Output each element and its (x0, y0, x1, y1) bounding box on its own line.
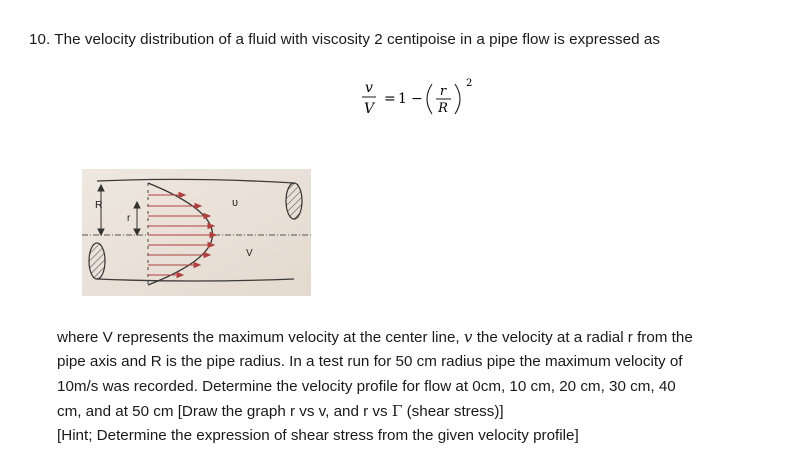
problem-body (57, 325, 787, 448)
body-line-4: cm, and at 50 cm [Draw the graph r vs v, and r vs Γ (shear stress)] (57, 401, 504, 420)
question-number: 10. (29, 31, 51, 48)
body-line-5: [Hint; Determine the expression of shear stress from the given velocity profile] (57, 427, 579, 445)
body-line-2: pipe axis and R is the pipe radius. In a test run for 50 cm radius pipe the maximum velocity of (57, 353, 683, 371)
inner-denominator: R (438, 101, 448, 116)
question-text: The velocity distribution of a fluid with viscosity 2 centipoise in a pipe flow is expressed as (54, 31, 661, 48)
label-v-small: υ (232, 197, 239, 209)
pipe-flow-figure (82, 169, 311, 296)
number-one: 1 (398, 91, 407, 107)
italic-v: v (463, 328, 473, 346)
inner-numerator: r (439, 84, 447, 99)
minus-sign: − (411, 91, 423, 107)
lhs-numerator: v (365, 80, 373, 96)
question-heading (29, 31, 660, 48)
photo-background (82, 169, 311, 296)
lhs-denominator: V (363, 101, 375, 117)
label-r: r (127, 213, 131, 224)
pipe-left-end (89, 243, 105, 279)
right-paren (455, 84, 460, 114)
label-R: R (95, 199, 103, 211)
body-line-3: 10m/s was recorded. Determine the velocity profile for flow at 0cm, 10 cm, 20 cm, 30 cm, 40 (57, 377, 676, 395)
pipe-right-end (286, 183, 302, 219)
exponent: 2 (466, 78, 473, 89)
velocity-equation (358, 76, 508, 128)
equals-sign: = (384, 91, 396, 107)
label-V: V (246, 248, 253, 259)
left-paren (427, 84, 432, 114)
body-line-1: where V represents the maximum velocity at the center line, v the velocity at a radial r from the (57, 328, 693, 346)
gamma-symbol: Γ (391, 401, 403, 420)
